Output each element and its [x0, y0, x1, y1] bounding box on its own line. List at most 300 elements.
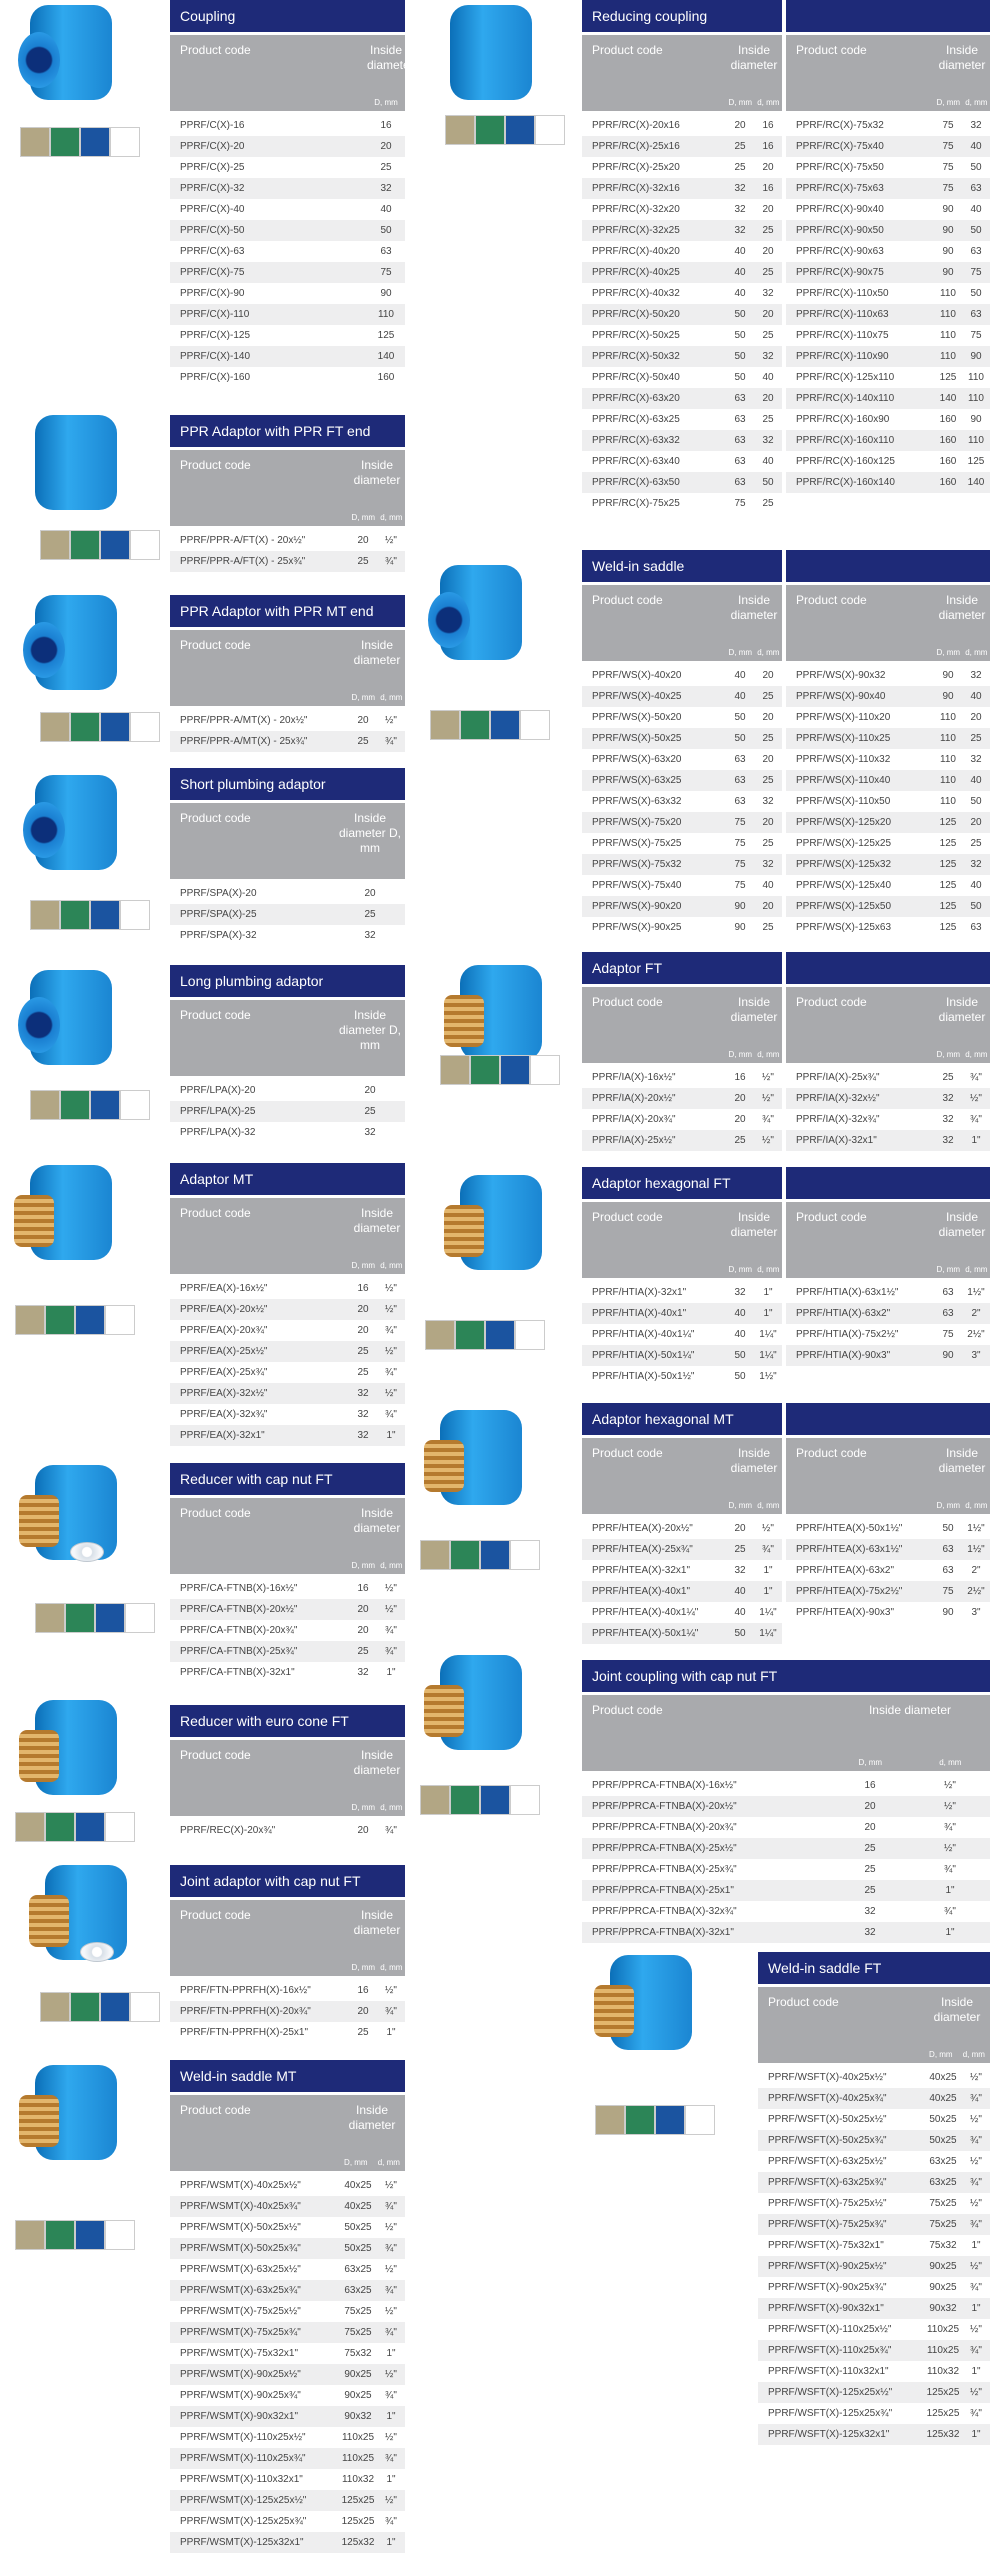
- table-row: [582, 1324, 782, 1345]
- table-row: [786, 665, 990, 686]
- diameter-cell: 50: [380, 225, 392, 236]
- product-code-cell: PPRF/RC(X)-110x90: [796, 351, 889, 362]
- diameter-cell: 63: [942, 1308, 954, 1319]
- table-row: [786, 1324, 990, 1345]
- section-title: [786, 0, 990, 32]
- table-row: [786, 241, 990, 262]
- inside-diameter-header: Inside diameter: [367, 43, 414, 72]
- table-row: [170, 1404, 405, 1425]
- diameter-cell: ½": [385, 2432, 397, 2443]
- diameter-cell: 90x25: [929, 2261, 957, 2272]
- section-title: [786, 1403, 990, 1435]
- diameter-cell: 25: [970, 733, 982, 744]
- product-code-cell: PPRF/PPRCA-FTNBA(X)-25x¾": [592, 1864, 737, 1875]
- product-code-cell: PPRF/IA(X)-32x½": [796, 1093, 880, 1104]
- table-row: [582, 1838, 990, 1859]
- diameter-cell: 63: [734, 456, 746, 467]
- section-weld-saddle-ft: [758, 1952, 990, 2445]
- product-code-cell: PPRF/PPR-A/FT(X) - 25x¾": [180, 556, 306, 567]
- product-code-cell: PPRF/WSFT(X)-75x32x1": [768, 2240, 884, 2251]
- table-row: [170, 1341, 405, 1362]
- unit-label: D, mm: [858, 1758, 883, 1767]
- inside-diameter-header: Inside diameter: [353, 1908, 401, 1937]
- section-title: Joint coupling with cap nut FT: [582, 1660, 990, 1692]
- product-code-header: Product code: [796, 1210, 867, 1224]
- table-row: [170, 367, 405, 388]
- color-swatch: [70, 1992, 100, 2022]
- table-row: [786, 430, 990, 451]
- section-ppr-adaptor-ft: [170, 415, 405, 572]
- product-code-cell: PPRF/HTIA(X)-50x1¼": [592, 1350, 695, 1361]
- product-code-cell: PPRF/EA(X)-25x¾": [180, 1367, 268, 1378]
- table-row: [170, 1578, 405, 1599]
- product-code-cell: PPRF/RC(X)-110x50: [796, 288, 889, 299]
- diameter-cell: 32: [380, 183, 392, 194]
- product-code-cell: PPRF/RC(X)-50x32: [592, 351, 680, 362]
- section-title: Weld-in saddle: [582, 550, 782, 582]
- diameter-cell: 110: [940, 775, 956, 786]
- unit-label: D, mm: [344, 2158, 368, 2167]
- unit-label: d, mm: [757, 1265, 780, 1274]
- table-body: [758, 2067, 990, 2445]
- product-code-cell: PPRF/C(X)-75: [180, 267, 245, 278]
- table-row: [170, 2301, 405, 2322]
- table-header: [582, 35, 782, 111]
- diameter-cell: ¾": [385, 2006, 397, 2017]
- table-row: [170, 1362, 405, 1383]
- table-row: [758, 2172, 990, 2193]
- table-row: [582, 1796, 990, 1817]
- diameter-cell: 40: [734, 288, 746, 299]
- product-code-cell: PPRF/WSFT(X)-40x25x½": [768, 2072, 887, 2083]
- diameter-cell: ½": [385, 1583, 397, 1594]
- product-code-cell: PPRF/WSFT(X)-125x25x½": [768, 2387, 893, 2398]
- section-title: Short plumbing adaptor: [170, 768, 405, 800]
- section-reducing-coupling-a: [582, 0, 782, 514]
- table-row: [170, 710, 405, 731]
- diameter-cell: 63: [970, 183, 982, 194]
- diameter-cell: 25: [357, 2027, 369, 2038]
- product-code-cell: PPRF/SPA(X)-20: [180, 888, 257, 899]
- product-code-cell: PPRF/LPA(X)-20: [180, 1085, 256, 1096]
- diameter-cell: ½": [385, 1604, 397, 1615]
- product-code-cell: PPRF/FTN-PPRFH(X)-25x1": [180, 2027, 309, 2038]
- diameter-cell: 140: [377, 351, 395, 362]
- product-code-cell: PPRF/RC(X)-50x20: [592, 309, 680, 320]
- diameter-cell: 1": [971, 2429, 981, 2440]
- product-code-cell: PPRF/WSFT(X)-50x25x¾": [768, 2135, 887, 2146]
- color-swatch: [105, 1305, 135, 1335]
- product-code-header: Product code: [796, 1446, 867, 1460]
- color-swatches: [40, 1992, 160, 2022]
- table-row: [582, 770, 782, 791]
- diameter-cell: 1": [386, 2411, 396, 2422]
- diameter-cell: ¾": [385, 2243, 397, 2254]
- unit-label: D, mm: [728, 1501, 753, 1510]
- color-swatch: [480, 1785, 510, 1815]
- table-row: [582, 346, 782, 367]
- diameter-cell: 63: [970, 309, 982, 320]
- diameter-cell: 90: [734, 922, 746, 933]
- color-swatch: [50, 127, 80, 157]
- diameter-cell: ¾": [385, 1409, 397, 1420]
- color-swatch: [450, 1785, 480, 1815]
- diameter-cell: 25: [762, 922, 774, 933]
- product-code-header: Product code: [592, 593, 663, 607]
- diameter-cell: ¾": [970, 2345, 982, 2356]
- diameter-cell: 25: [762, 225, 774, 236]
- table-row: [758, 2424, 990, 2445]
- diameter-cell: ½": [385, 715, 397, 726]
- inside-diameter-header: Inside diameter D, mm: [338, 1008, 402, 1052]
- table-row: [582, 388, 782, 409]
- table-row: [582, 707, 782, 728]
- table-body: [582, 1775, 990, 1943]
- section-title: Reducing coupling: [582, 0, 782, 32]
- table-header: [170, 1000, 405, 1076]
- product-code-cell: PPRF/WS(X)-63x20: [592, 754, 682, 765]
- section-weld-saddle-a: [582, 550, 782, 938]
- diameter-cell: ¾": [762, 1114, 774, 1125]
- table-row: [758, 2403, 990, 2424]
- diameter-cell: 50x25: [929, 2135, 957, 2146]
- table-row: [582, 1581, 782, 1602]
- diameter-cell: 40x25: [344, 2180, 372, 2191]
- color-swatch: [500, 1055, 530, 1085]
- product-code-cell: PPRF/RC(X)-75x50: [796, 162, 884, 173]
- diameter-cell: 50: [734, 1628, 746, 1639]
- diameter-cell: 20: [357, 715, 369, 726]
- color-swatch: [430, 710, 460, 740]
- section-weld-saddle-b: [786, 550, 990, 938]
- product-code-header: Product code: [180, 1206, 251, 1220]
- color-swatches: [445, 115, 565, 145]
- product-code-header: Product code: [796, 995, 867, 1009]
- table-row: [786, 1282, 990, 1303]
- product-code-cell: PPRF/C(X)-25: [180, 162, 245, 173]
- product-code-cell: PPRF/RC(X)-90x63: [796, 246, 884, 257]
- color-swatch: [130, 712, 160, 742]
- inside-diameter-header: Inside diameter: [353, 638, 401, 667]
- diameter-cell: 75x25: [344, 2306, 372, 2317]
- product-code-cell: PPRF/EA(X)-20x½": [180, 1304, 268, 1315]
- color-swatch: [420, 1785, 450, 1815]
- diameter-cell: 63: [942, 1544, 954, 1555]
- color-swatch: [75, 2220, 105, 2250]
- product-code-cell: PPRF/WS(X)-63x25: [592, 775, 682, 786]
- product-code-cell: PPRF/REC(X)-20x¾": [180, 1825, 276, 1836]
- section-adaptor-ft-a: [582, 952, 782, 1151]
- diameter-cell: 75x32: [929, 2240, 957, 2251]
- color-swatch: [70, 530, 100, 560]
- product-code-cell: PPRF/WSFT(X)-63x25x¾": [768, 2177, 887, 2188]
- fitting-image: [15, 2060, 125, 2170]
- product-code-cell: PPRF/EA(X)-32x½": [180, 1388, 268, 1399]
- diameter-cell: 110x32: [341, 2474, 375, 2485]
- table-row: [786, 262, 990, 283]
- table-row: [582, 472, 782, 493]
- diameter-cell: 32: [762, 435, 774, 446]
- inside-diameter-header: Inside diameter: [348, 2103, 396, 2132]
- diameter-cell: 75: [734, 838, 746, 849]
- inside-diameter-header: Inside diameter: [730, 1210, 778, 1239]
- diameter-cell: ¾": [970, 2282, 982, 2293]
- diameter-cell: 32: [364, 1127, 376, 1138]
- table-row: [786, 1067, 990, 1088]
- diameter-cell: 25: [762, 414, 774, 425]
- diameter-cell: 20: [734, 1093, 746, 1104]
- diameter-cell: 20: [357, 1325, 369, 1336]
- diameter-cell: 160: [939, 414, 957, 425]
- product-code-cell: PPRF/WSMT(X)-110x32x1": [180, 2474, 303, 2485]
- table-row: [786, 1602, 990, 1623]
- unit-label: d, mm: [377, 2158, 400, 2167]
- unit-label: D, mm: [728, 1265, 753, 1274]
- diameter-cell: 90: [380, 288, 392, 299]
- table-body: [170, 1278, 405, 1446]
- table-header: [758, 1987, 990, 2063]
- diameter-cell: 75: [942, 1586, 954, 1597]
- diameter-cell: ¾": [385, 1625, 397, 1636]
- diameter-cell: ½": [385, 535, 397, 546]
- diameter-cell: 32: [734, 1565, 746, 1576]
- diameter-cell: 25: [864, 1864, 876, 1875]
- diameter-cell: 125x32: [926, 2429, 960, 2440]
- diameter-cell: 20: [970, 712, 982, 723]
- product-code-cell: PPRF/FTN-PPRFH(X)-20x¾": [180, 2006, 311, 2017]
- color-swatch: [440, 1055, 470, 1085]
- diameter-cell: 25: [762, 838, 774, 849]
- color-swatch: [460, 710, 490, 740]
- product-code-cell: PPRF/FTN-PPRFH(X)-16x½": [180, 1985, 311, 1996]
- table-row: [786, 707, 990, 728]
- table-row: [170, 731, 405, 752]
- product-code-cell: PPRF/RC(X)-63x40: [592, 456, 680, 467]
- product-code-cell: PPRF/IA(X)-25x¾": [796, 1072, 880, 1083]
- diameter-cell: 140: [939, 393, 957, 404]
- diameter-cell: 32: [762, 859, 774, 870]
- table-row: [582, 1088, 782, 1109]
- diameter-cell: ¾": [970, 2177, 982, 2188]
- diameter-cell: 20: [380, 141, 392, 152]
- section-long-plumbing: [170, 965, 405, 1143]
- diameter-cell: 20: [762, 246, 774, 257]
- diameter-cell: 32: [734, 183, 746, 194]
- product-code-cell: PPRF/WSMT(X)-125x25x¾": [180, 2516, 307, 2527]
- product-code-cell: PPRF/WS(X)-125x25: [796, 838, 892, 849]
- diameter-cell: 25: [762, 267, 774, 278]
- section-title: Coupling: [170, 0, 405, 32]
- diameter-cell: ¾": [970, 1114, 982, 1125]
- inside-diameter-header: Inside diameter D, mm: [338, 811, 402, 855]
- diameter-cell: 110x25: [341, 2432, 375, 2443]
- table-body: [170, 115, 405, 388]
- diameter-cell: 110x25: [926, 2324, 960, 2335]
- table-row: [582, 1859, 990, 1880]
- product-code-cell: PPRF/WS(X)-40x20: [592, 670, 682, 681]
- color-swatches: [430, 710, 550, 740]
- section-title: PPR Adaptor with PPR FT end: [170, 415, 405, 447]
- product-code-cell: PPRF/PPRCA-FTNBA(X)-25x1": [592, 1885, 734, 1896]
- product-code-header: Product code: [180, 1008, 251, 1022]
- section-title: Joint adaptor with cap nut FT: [170, 1865, 405, 1897]
- section-adaptor-hex-mt-a: [582, 1403, 782, 1644]
- diameter-cell: 50: [734, 1350, 746, 1361]
- diameter-cell: 63: [970, 246, 982, 257]
- diameter-cell: 16: [864, 1780, 876, 1791]
- table-row: [582, 1560, 782, 1581]
- table-row: [582, 1109, 782, 1130]
- color-swatch: [110, 127, 140, 157]
- diameter-cell: 90: [942, 225, 954, 236]
- diameter-cell: 110: [968, 393, 984, 404]
- diameter-cell: 50: [970, 796, 982, 807]
- diameter-cell: 25: [357, 736, 369, 747]
- product-code-cell: PPRF/HTEA(X)-25x¾": [592, 1544, 693, 1555]
- table-body: [170, 530, 405, 572]
- table-row: [582, 1282, 782, 1303]
- product-code-cell: PPRF/LPA(X)-32: [180, 1127, 256, 1138]
- product-code-cell: PPRF/RC(X)-63x32: [592, 435, 680, 446]
- unit-label: D, mm: [728, 98, 753, 107]
- table-row: [786, 854, 990, 875]
- product-code-cell: PPRF/C(X)-63: [180, 246, 245, 257]
- product-code-cell: PPRF/WS(X)-50x20: [592, 712, 682, 723]
- diameter-cell: 125: [939, 838, 957, 849]
- diameter-cell: 32: [364, 930, 376, 941]
- diameter-cell: 20: [357, 1625, 369, 1636]
- color-swatches: [30, 1090, 150, 1120]
- table-row: [582, 812, 782, 833]
- table-row: [170, 178, 405, 199]
- diameter-cell: ½": [970, 2156, 982, 2167]
- product-code-cell: PPRF/WSFT(X)-63x25x½": [768, 2156, 887, 2167]
- diameter-cell: 75x25: [344, 2327, 372, 2338]
- fitting-image: [25, 1860, 135, 1970]
- inside-diameter-header: Inside diameter: [353, 458, 401, 487]
- color-swatch: [455, 1320, 485, 1350]
- table-header: [170, 803, 405, 879]
- table-row: [582, 262, 782, 283]
- diameter-cell: 90: [970, 414, 982, 425]
- unit-label: d, mm: [965, 98, 988, 107]
- diameter-cell: ¾": [944, 1822, 956, 1833]
- diameter-cell: 1½": [967, 1287, 985, 1298]
- product-code-cell: PPRF/RC(X)-40x32: [592, 288, 680, 299]
- diameter-cell: 110: [940, 712, 956, 723]
- diameter-cell: 75: [942, 162, 954, 173]
- table-row: [582, 1345, 782, 1366]
- diameter-cell: 40: [970, 880, 982, 891]
- table-row: [582, 917, 782, 938]
- diameter-cell: 90: [942, 204, 954, 215]
- unit-label: D, mm: [728, 1050, 753, 1059]
- table-row: [582, 283, 782, 304]
- section-title: Adaptor FT: [582, 952, 782, 984]
- diameter-cell: 75: [942, 1329, 954, 1340]
- fitting-image: [15, 410, 125, 520]
- fitting-image: [10, 1160, 120, 1270]
- product-code-cell: PPRF/WSFT(X)-125x32x1": [768, 2429, 890, 2440]
- diameter-cell: 25: [357, 1346, 369, 1357]
- unit-label: D, mm: [351, 1963, 376, 1972]
- fitting-image: [590, 1950, 700, 2060]
- diameter-cell: ¾": [385, 736, 397, 747]
- table-row: [582, 1602, 782, 1623]
- table-row: [582, 199, 782, 220]
- color-swatch: [470, 1055, 500, 1085]
- unit-label: D, mm: [936, 1265, 961, 1274]
- diameter-cell: 63: [734, 414, 746, 425]
- fitting-image: [420, 1650, 530, 1760]
- diameter-cell: 32: [942, 1093, 954, 1104]
- product-code-cell: PPRF/PPRCA-FTNBA(X)-20x½": [592, 1801, 737, 1812]
- inside-diameter-header: Inside diameter: [868, 1703, 952, 1717]
- color-swatch: [505, 115, 535, 145]
- product-code-cell: PPRF/WSMT(X)-125x25x½": [180, 2495, 307, 2506]
- diameter-cell: 50: [734, 330, 746, 341]
- table-row: [786, 1581, 990, 1602]
- inside-diameter-header: Inside diameter: [730, 995, 778, 1024]
- table-row: [170, 2322, 405, 2343]
- diameter-cell: 110: [940, 754, 956, 765]
- color-swatch: [90, 1090, 120, 1120]
- diameter-cell: 75: [734, 880, 746, 891]
- diameter-cell: ½": [944, 1780, 956, 1791]
- diameter-cell: 16: [380, 120, 392, 131]
- diameter-cell: 20: [762, 712, 774, 723]
- table-row: [786, 325, 990, 346]
- product-code-cell: PPRF/WS(X)-125x63: [796, 922, 892, 933]
- fitting-image: [15, 770, 125, 880]
- diameter-cell: 50x25: [344, 2243, 372, 2254]
- diameter-cell: 75: [734, 498, 746, 509]
- product-code-cell: PPRF/WSFT(X)-50x25x½": [768, 2114, 887, 2125]
- table-row: [786, 686, 990, 707]
- product-code-cell: PPRF/HTEA(X)-63x2": [796, 1565, 895, 1576]
- color-swatch: [450, 1540, 480, 1570]
- table-row: [786, 896, 990, 917]
- diameter-cell: 20: [364, 888, 376, 899]
- section-reducing-coupling-b: [786, 0, 990, 493]
- table-row: [582, 833, 782, 854]
- diameter-cell: 50: [970, 288, 982, 299]
- table-row: [582, 220, 782, 241]
- product-code-cell: PPRF/CA-FTNB(X)-25x¾": [180, 1646, 298, 1657]
- table-body: [582, 1518, 782, 1644]
- diameter-cell: 32: [734, 225, 746, 236]
- table-header: [170, 1740, 405, 1816]
- product-code-cell: PPRF/HTIA(X)-32x1": [592, 1287, 687, 1298]
- table-row: [758, 2319, 990, 2340]
- table-row: [170, 2532, 405, 2553]
- diameter-cell: 90x25: [344, 2369, 372, 2380]
- diameter-cell: 20: [734, 120, 746, 131]
- diameter-cell: 32: [942, 1135, 954, 1146]
- table-row: [786, 917, 990, 938]
- table-body: [170, 1820, 405, 1841]
- diameter-cell: ¾": [970, 2219, 982, 2230]
- diameter-cell: ½": [970, 2114, 982, 2125]
- diameter-cell: 40: [762, 372, 774, 383]
- table-row: [786, 1539, 990, 1560]
- product-code-cell: PPRF/HTEA(X)-20x½": [592, 1523, 693, 1534]
- table-row: [786, 1303, 990, 1324]
- product-code-cell: PPRF/CA-FTNB(X)-32x1": [180, 1667, 295, 1678]
- diameter-cell: 50: [762, 477, 774, 488]
- unit-label: d, mm: [757, 648, 780, 657]
- product-code-cell: PPRF/RC(X)-40x25: [592, 267, 680, 278]
